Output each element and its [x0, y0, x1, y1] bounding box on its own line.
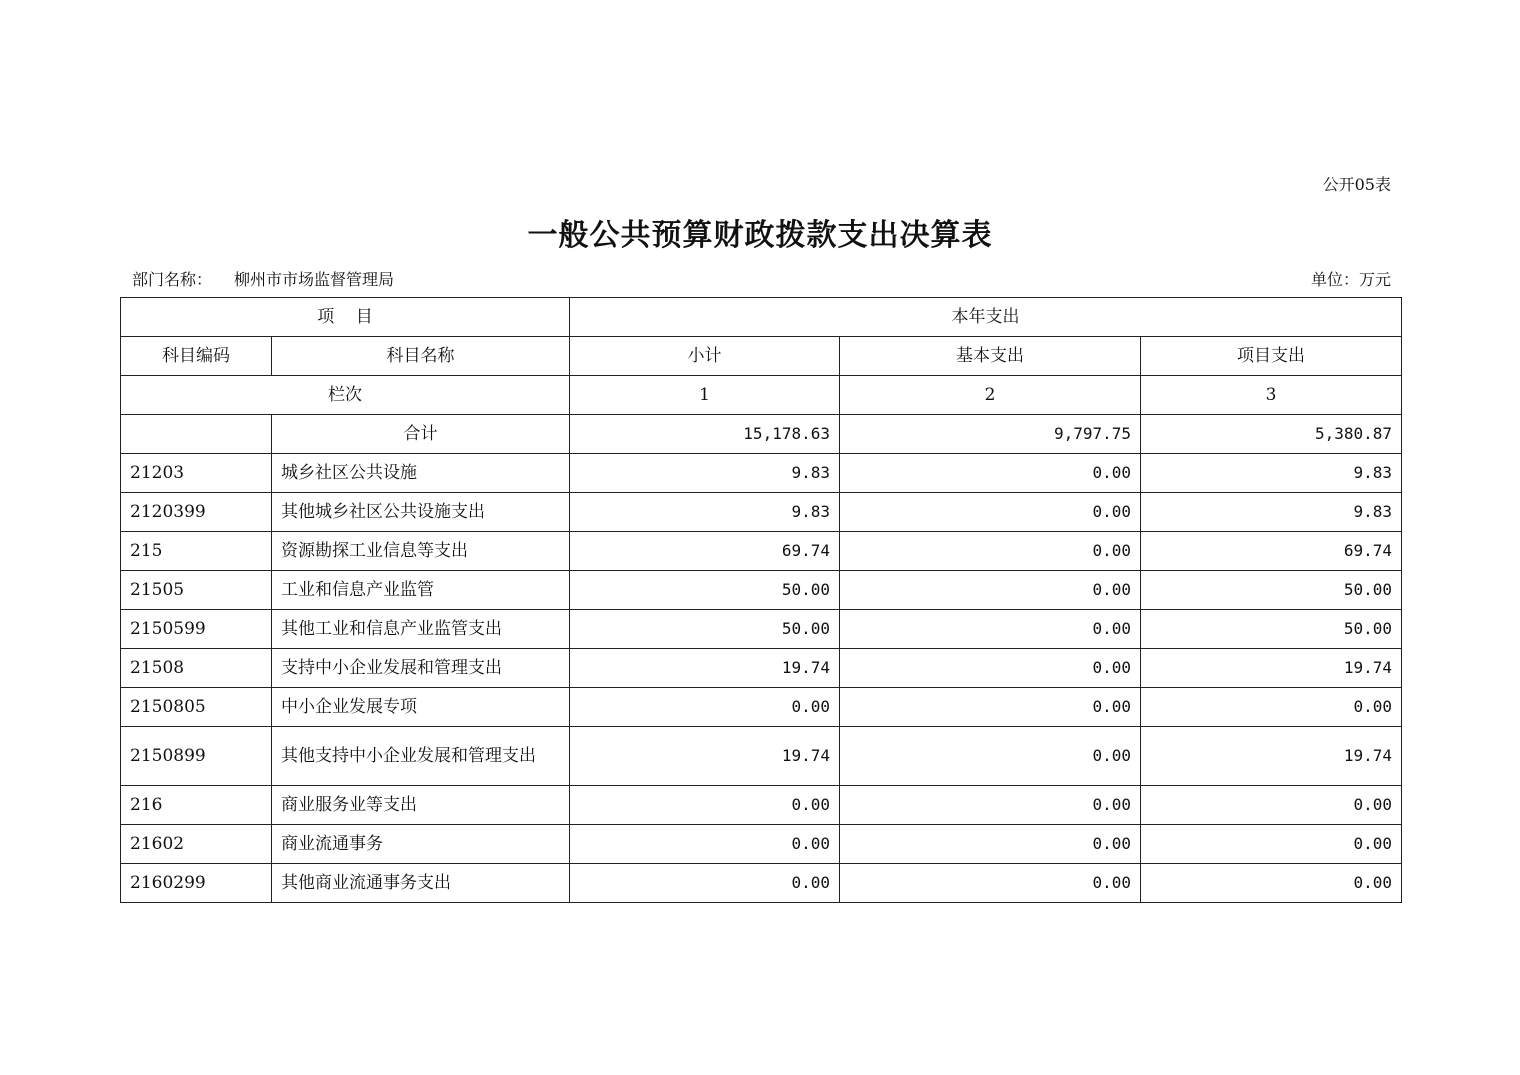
table-row	[121, 825, 1402, 864]
column-3: 3	[1141, 376, 1402, 415]
total-basic: 9,797.75	[840, 415, 1141, 454]
row-project: 0.00	[1141, 864, 1402, 903]
row-project: 9.83	[1141, 454, 1402, 493]
column-2: 2	[840, 376, 1141, 415]
row-code: 215	[121, 532, 272, 571]
row-project: 19.74	[1141, 727, 1402, 786]
total-project: 5,380.87	[1141, 415, 1402, 454]
row-name: 资源勘探工业信息等支出	[272, 532, 570, 571]
row-project: 0.00	[1141, 825, 1402, 864]
row-code: 2150599	[121, 610, 272, 649]
row-basic: 0.00	[840, 825, 1141, 864]
row-basic: 0.00	[840, 454, 1141, 493]
row-basic: 0.00	[840, 610, 1141, 649]
expenditure-table	[120, 297, 1402, 903]
row-subtotal: 50.00	[570, 610, 840, 649]
row-project: 50.00	[1141, 571, 1402, 610]
row-name: 商业服务业等支出	[272, 786, 570, 825]
row-name: 其他支持中小企业发展和管理支出	[272, 727, 570, 786]
row-code: 21203	[121, 454, 272, 493]
row-project: 69.74	[1141, 532, 1402, 571]
header-subtotal: 小计	[570, 337, 840, 376]
header-row-1	[121, 298, 1402, 337]
header-code: 科目编码	[121, 337, 272, 376]
column-1: 1	[570, 376, 840, 415]
row-basic: 0.00	[840, 786, 1141, 825]
row-subtotal: 0.00	[570, 786, 840, 825]
row-project: 9.83	[1141, 493, 1402, 532]
header-current-year: 本年支出	[570, 298, 1402, 337]
row-subtotal: 50.00	[570, 571, 840, 610]
column-label: 栏次	[121, 376, 570, 415]
row-basic: 0.00	[840, 532, 1141, 571]
table-row	[121, 454, 1402, 493]
row-name: 支持中小企业发展和管理支出	[272, 649, 570, 688]
row-code: 2150899	[121, 727, 272, 786]
row-subtotal: 0.00	[570, 825, 840, 864]
form-number: 公开05表	[1322, 175, 1391, 194]
row-project: 0.00	[1141, 688, 1402, 727]
row-subtotal: 0.00	[570, 864, 840, 903]
table-row	[121, 610, 1402, 649]
header-basic: 基本支出	[840, 337, 1141, 376]
row-code: 2120399	[121, 493, 272, 532]
table-row	[121, 532, 1402, 571]
department-label: 部门名称：	[132, 270, 213, 289]
row-name: 商业流通事务	[272, 825, 570, 864]
row-code: 216	[121, 786, 272, 825]
table-row	[121, 864, 1402, 903]
row-subtotal: 0.00	[570, 688, 840, 727]
row-project: 50.00	[1141, 610, 1402, 649]
page-title: 一般公共预算财政拨款支出决算表	[527, 218, 993, 253]
row-subtotal: 9.83	[570, 493, 840, 532]
department-line	[132, 267, 394, 290]
row-code: 2160299	[121, 864, 272, 903]
row-name: 中小企业发展专项	[272, 688, 570, 727]
row-code: 21602	[121, 825, 272, 864]
header-project: 项 目	[121, 298, 570, 337]
header-project-expense: 项目支出	[1141, 337, 1402, 376]
table-row	[121, 688, 1402, 727]
row-subtotal: 9.83	[570, 454, 840, 493]
table-row	[121, 571, 1402, 610]
table-row	[121, 786, 1402, 825]
table-row	[121, 649, 1402, 688]
row-code: 21505	[121, 571, 272, 610]
table-row	[121, 493, 1402, 532]
row-basic: 0.00	[840, 864, 1141, 903]
row-basic: 0.00	[840, 688, 1141, 727]
header-name: 科目名称	[272, 337, 570, 376]
row-code: 21508	[121, 649, 272, 688]
row-name: 其他工业和信息产业监管支出	[272, 610, 570, 649]
row-subtotal: 69.74	[570, 532, 840, 571]
total-subtotal: 15,178.63	[570, 415, 840, 454]
row-project: 0.00	[1141, 786, 1402, 825]
total-row	[121, 415, 1402, 454]
row-name: 其他商业流通事务支出	[272, 864, 570, 903]
row-name: 工业和信息产业监管	[272, 571, 570, 610]
total-code-cell	[121, 415, 272, 454]
row-basic: 0.00	[840, 571, 1141, 610]
row-name: 城乡社区公共设施	[272, 454, 570, 493]
row-name: 其他城乡社区公共设施支出	[272, 493, 570, 532]
department-name: 柳州市市场监督管理局	[234, 270, 395, 289]
row-basic: 0.00	[840, 493, 1141, 532]
row-code: 2150805	[121, 688, 272, 727]
row-subtotal: 19.74	[570, 727, 840, 786]
table-row	[121, 727, 1402, 786]
column-number-row	[121, 376, 1402, 415]
header-row-2	[121, 337, 1402, 376]
row-basic: 0.00	[840, 727, 1141, 786]
unit-label: 单位：万元	[1310, 270, 1391, 289]
total-label: 合计	[272, 415, 570, 454]
row-subtotal: 19.74	[570, 649, 840, 688]
row-project: 19.74	[1141, 649, 1402, 688]
row-basic: 0.00	[840, 649, 1141, 688]
